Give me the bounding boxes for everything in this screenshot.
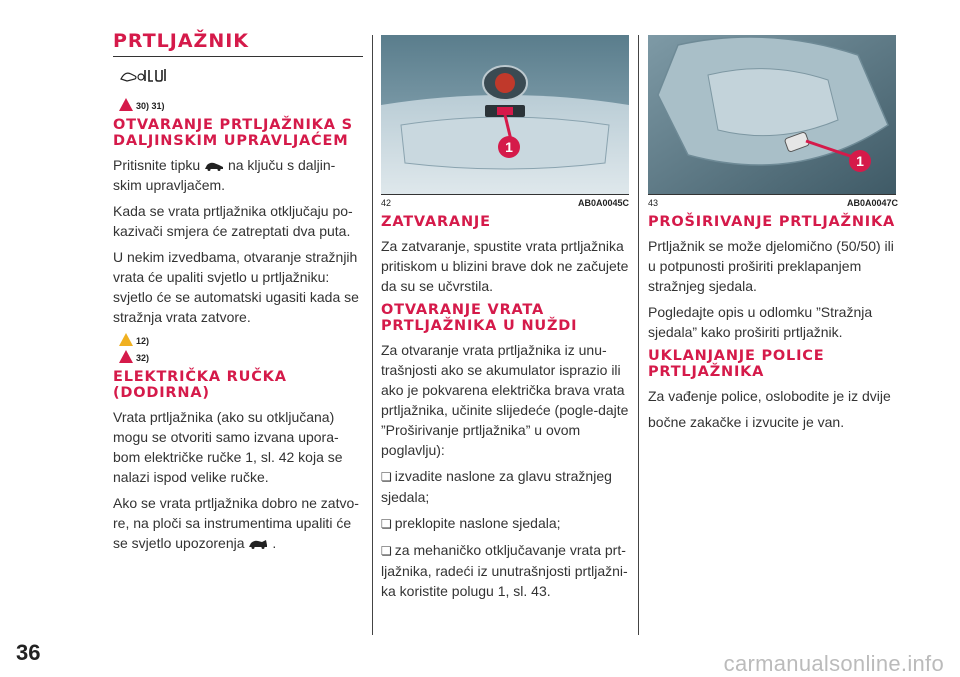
figure-code: AB0A0045C [577,198,629,208]
tailgate-illustration [381,35,629,195]
column-1 [113,30,363,559]
section-heading-electric-handle: ELEKTRIČKA RUČKA (DODIRNA) [113,369,287,401]
paragraph-remove-shelf: Za vađenje police, oslobodite je iz dvije [648,388,891,404]
warning-reference-numbers: 30) 31) [136,101,165,111]
trunk-lever-illustration [648,35,896,195]
list-item: ❏ preklopite naslone sjedala; [381,513,629,534]
figure-number: 43 [648,198,659,208]
page-title: PRTLJAŽNIK [113,30,363,57]
paragraph-electric-handle: Vrata prtljažnika (ako su otključana) mogu se otvoriti samo izvana upora-bom električke ručke 1, sl. 42 koja se nalazi ispod velike ručke. [113,409,343,485]
column-3 [648,35,898,438]
paragraph-indicators: Kada se vrata prtljažnika otključaju po-kazivači smjera će zatreptati dva puta. [113,203,353,239]
section-heading-remove-shelf: UKLANJANJE POLICE PRTLJAŽNIKA [648,348,825,380]
paragraph-remote-button [113,155,363,195]
paragraph-expand-trunk: Prtljažnik se može djelomično (50/50) ili u potpunosti proširiti preklapanjem stražnjeg sjedala. [648,238,894,294]
figure-42-tailgate-handle [381,35,629,195]
paragraph-rear-seats: Pogledajte opis u odlomku ”Stražnja sjedala” kako proširiti prtljažnik. [648,304,873,340]
figure-43-trunk-lever [648,35,896,195]
column-divider-2 [638,35,639,635]
warning-reference-number: 32) [136,353,150,363]
watermark: carmanualsonline.info [723,651,944,676]
paragraph-remove-shelf-2: bočne zakačke i izvucite je van. [648,414,845,430]
note-reference [119,333,363,346]
figure-code: AB0A0047C [846,198,898,208]
paragraph-closing: Za zatvaranje, spustite vrata prtljažnika pritiskom u blizini brave dok ne začujete da su se učvrstila. [381,238,629,294]
note-reference-number: 12) [136,336,150,346]
paragraph-emergency-open: Za otvaranje vrata prtljažnika iz unu-trašnjosti ako se akumulator isprazio ili ako je pokvarena električka brava vrata prtljažnika, učinite slijedeće (pogle-dajte ”Proširivanje prtljažnika” u ovom poglavlju): [381,342,629,458]
paragraph-text: Ako se vrata prtljažnika dobro ne zatvo-re, na ploči sa instrumentima upaliti će se svjetlo upozorenja [113,495,359,551]
list-item: ❏ za mehaničko otključavanje vrata prt-ljažnika, radeći iz unutrašnjosti prtljažni-ka koristite polugu 1, sl. 43. [381,540,629,601]
paragraph-text: . [272,535,277,551]
column-2 [381,35,629,607]
car-trunk-open-icon [248,539,268,549]
paragraph-text: Pritisnite tipku [113,157,201,173]
paragraph-trunk-light: U nekim izvedbama, otvaranje stražnjih vrata će upaliti svjetlo u prtljažniku: svjetlo će se automatski ugasiti kada se stražnja vrata zatvore. [113,249,359,325]
figure-callout-1: 1 [505,139,513,155]
section-heading-remote-open: OTVARANJE PRTLJAŽNIKA S DALJINSKIM UPRAVLJAĆEM [113,117,353,149]
key-hand-icon [119,65,167,85]
paragraph-warning-light [113,493,363,553]
warning-triangle-icon [119,98,133,111]
paragraph-text: na ključu s daljin-skim upravljačem. [113,157,336,193]
figure-callout-1: 1 [856,153,864,169]
section-heading-emergency-open: OTVARANJE VRATA PRTLJAŽNIKA U NUŽDI [381,302,578,334]
figure-number: 42 [381,198,392,208]
car-trunk-icon [204,161,224,171]
section-heading-expand-trunk: PROŠIRIVANJE PRTLJAŽNIKA [648,214,896,230]
column-divider-1 [372,35,373,635]
section-heading-closing: ZATVARANJE [381,214,491,230]
list-item: ❏ izvadite naslone za glavu stražnjeg sjedala; [381,466,629,507]
warning-reference [119,98,363,111]
figure-caption [648,198,898,208]
warning-triangle-icon [119,350,133,363]
page-number: 36 [16,640,41,665]
caution-triangle-icon [119,333,133,346]
figure-caption [381,198,629,208]
warning-reference [119,350,363,363]
